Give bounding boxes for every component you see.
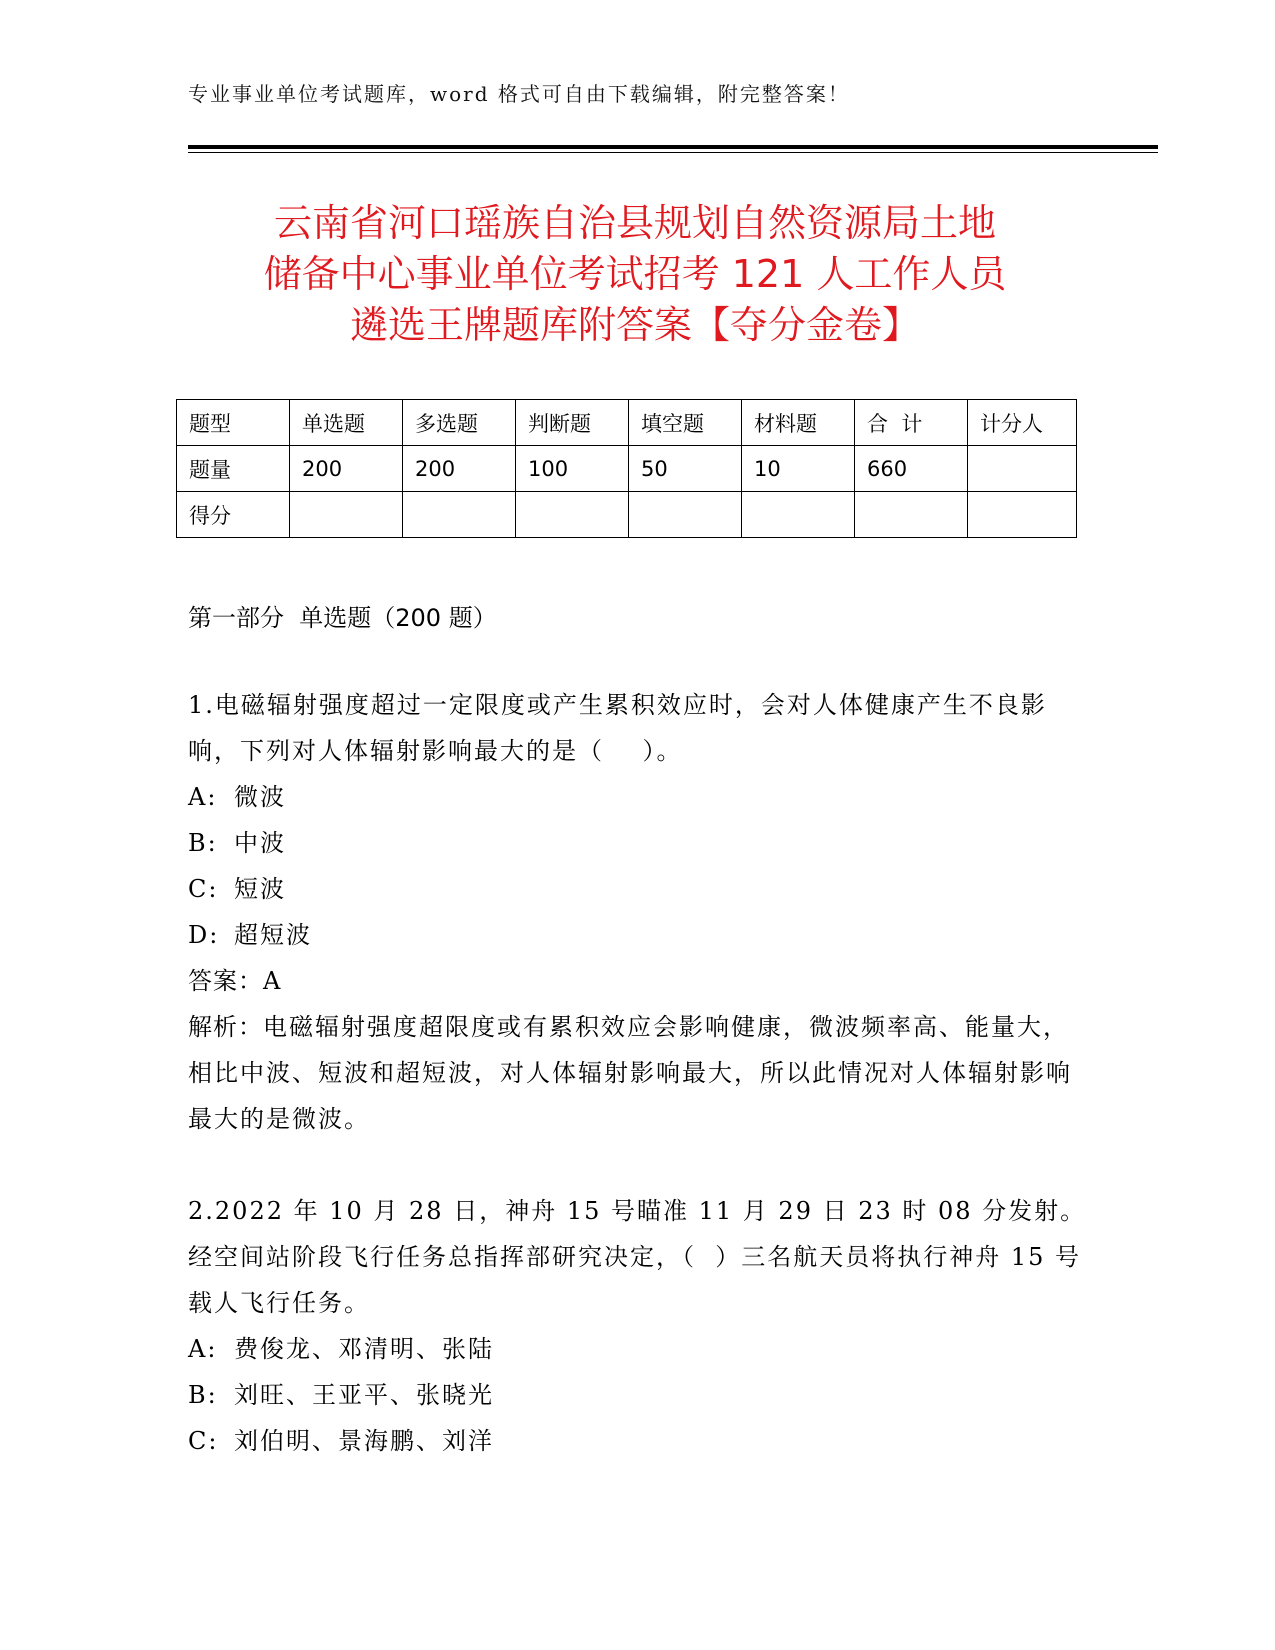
score-table-score-row (177, 492, 1077, 538)
table-cell: 200 (403, 446, 516, 492)
table-cell: 计分人 (968, 400, 1077, 446)
option-b (188, 820, 1088, 866)
table-cell: 题量 (177, 446, 290, 492)
option-text: 微波 (234, 783, 286, 811)
table-cell: 100 (516, 446, 629, 492)
option-letter: A: (188, 783, 218, 811)
option-text: 刘伯明、景海鹏、刘洋 (234, 1427, 494, 1455)
table-cell: 合 计 (855, 400, 968, 446)
option-letter: C: (188, 875, 219, 903)
table-cell (968, 492, 1077, 538)
table-cell: 题型 (177, 400, 290, 446)
option-text: 刘旺、王亚平、张晓光 (234, 1381, 494, 1409)
table-cell (516, 492, 629, 538)
option-c (188, 1418, 1088, 1464)
table-cell: 660 (855, 446, 968, 492)
option-a (188, 774, 1088, 820)
table-cell: 单选题 (290, 400, 403, 446)
question-2 (188, 1188, 1088, 1464)
question-text: 2.2022 年 10 月 28 日，神舟 15 号瞄准 11 月 29 日 23 时 08 分发射。经空间站阶段飞行任务总指挥部研究决定，（ ）三名航天员将执行神舟 15 号载人飞行任务。 (188, 1197, 1087, 1317)
option-a (188, 1326, 1088, 1372)
question-list (188, 682, 1088, 1510)
table-cell: 多选题 (403, 400, 516, 446)
score-table (176, 399, 1077, 538)
table-cell: 得分 (177, 492, 290, 538)
option-letter: B: (188, 829, 218, 857)
option-letter: D: (188, 921, 220, 949)
title-line-1: 云南省河口瑶族自治县规划自然资源局土地 (273, 201, 996, 245)
table-cell: 50 (629, 446, 742, 492)
option-d (188, 912, 1088, 958)
header-rule-thin (188, 152, 1158, 153)
score-table-header-row (177, 400, 1077, 446)
title-line-3: 遴选王牌题库附答案【夺分金卷】 (349, 303, 920, 347)
table-cell: 材料题 (742, 400, 855, 446)
option-c (188, 866, 1088, 912)
table-cell: 填空题 (629, 400, 742, 446)
header-note: 专业事业单位考试题库，word 格式可自由下载编辑，附完整答案！ (188, 82, 850, 106)
score-table-count-row (177, 446, 1077, 492)
question-1 (188, 682, 1088, 1142)
table-cell: 200 (290, 446, 403, 492)
header-rule-thick (188, 145, 1158, 149)
option-letter: A: (188, 1335, 218, 1363)
option-text: 中波 (234, 829, 286, 857)
table-cell (629, 492, 742, 538)
answer-line (188, 958, 1088, 1004)
table-cell: 10 (742, 446, 855, 492)
answer-label: 答案： (188, 967, 263, 995)
document-title (180, 198, 1090, 351)
table-cell (742, 492, 855, 538)
option-b (188, 1372, 1088, 1418)
option-letter: C: (188, 1427, 219, 1455)
title-line-2: 储备中心事业单位考试招考 121 人工作人员 (263, 252, 1007, 296)
option-text: 短波 (234, 875, 286, 903)
option-text: 超短波 (234, 921, 312, 949)
question-text: 1.电磁辐射强度超过一定限度或产生累积效应时，会对人体健康产生不良影响，下列对人体辐射影响最大的是（ ）。 (188, 691, 1047, 765)
table-cell (403, 492, 516, 538)
analysis-label: 解析： (188, 1013, 263, 1041)
option-text: 费俊龙、邓清明、张陆 (234, 1335, 494, 1363)
option-letter: B: (188, 1381, 218, 1409)
section-heading: 第一部分 单选题（200 题） (188, 604, 497, 632)
analysis-paragraph (188, 1004, 1088, 1142)
table-cell (855, 492, 968, 538)
table-cell (290, 492, 403, 538)
analysis-text: 电磁辐射强度超限度或有累积效应会影响健康，微波频率高、能量大，相比中波、短波和超短波，对人体辐射影响最大，所以此情况对人体辐射影响最大的是微波。 (188, 1013, 1072, 1133)
table-cell: 判断题 (516, 400, 629, 446)
answer-value: A (263, 967, 283, 995)
table-cell (968, 446, 1077, 492)
